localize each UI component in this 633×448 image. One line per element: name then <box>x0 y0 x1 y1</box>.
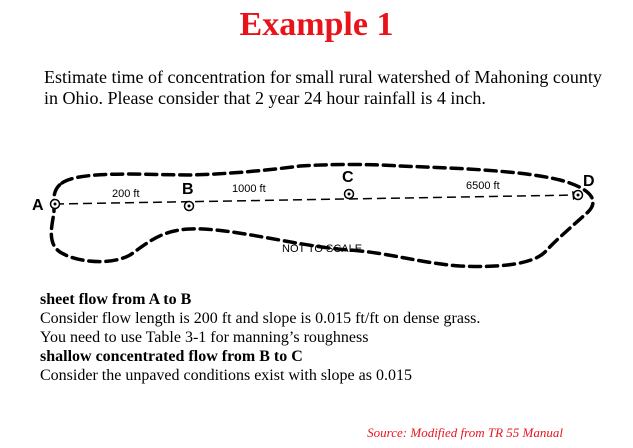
instructions <box>40 290 620 385</box>
point-a-label: A <box>32 197 44 214</box>
shallow-flow-line-1: Consider the unpaved conditions exist with slope as 0.015 <box>40 367 412 384</box>
sheet-flow-line-2: You need to use Table 3-1 for manning’s roughness <box>40 329 369 346</box>
point-c-label: C <box>342 169 354 186</box>
segment-ab-length: 200 ft <box>112 188 140 200</box>
section-heading-shallow-flow: shallow concentrated flow from B to C <box>40 348 303 365</box>
problem-statement: Estimate time of concentration for small rural watershed of Mahoning county in Ohio. Please consider that 2 year 24 hour rainfall is 4 inch. <box>44 67 602 108</box>
source-citation: Source: Modified from TR 55 Manual <box>367 425 563 440</box>
watershed-diagram <box>0 160 633 285</box>
segment-bc-length: 1000 ft <box>232 183 266 195</box>
point-d-label: D <box>583 173 595 190</box>
slide-title: Example 1 <box>239 6 394 43</box>
segment-cd-length: 6500 ft <box>466 180 500 192</box>
point-b-label: B <box>182 181 194 198</box>
section-heading-sheet-flow: sheet flow from A to B <box>40 291 192 308</box>
not-to-scale-note: NOT TO SCALE <box>282 243 363 255</box>
sheet-flow-line-1: Consider flow length is 200 ft and slope is 0.015 ft/ft on dense grass. <box>40 310 481 327</box>
